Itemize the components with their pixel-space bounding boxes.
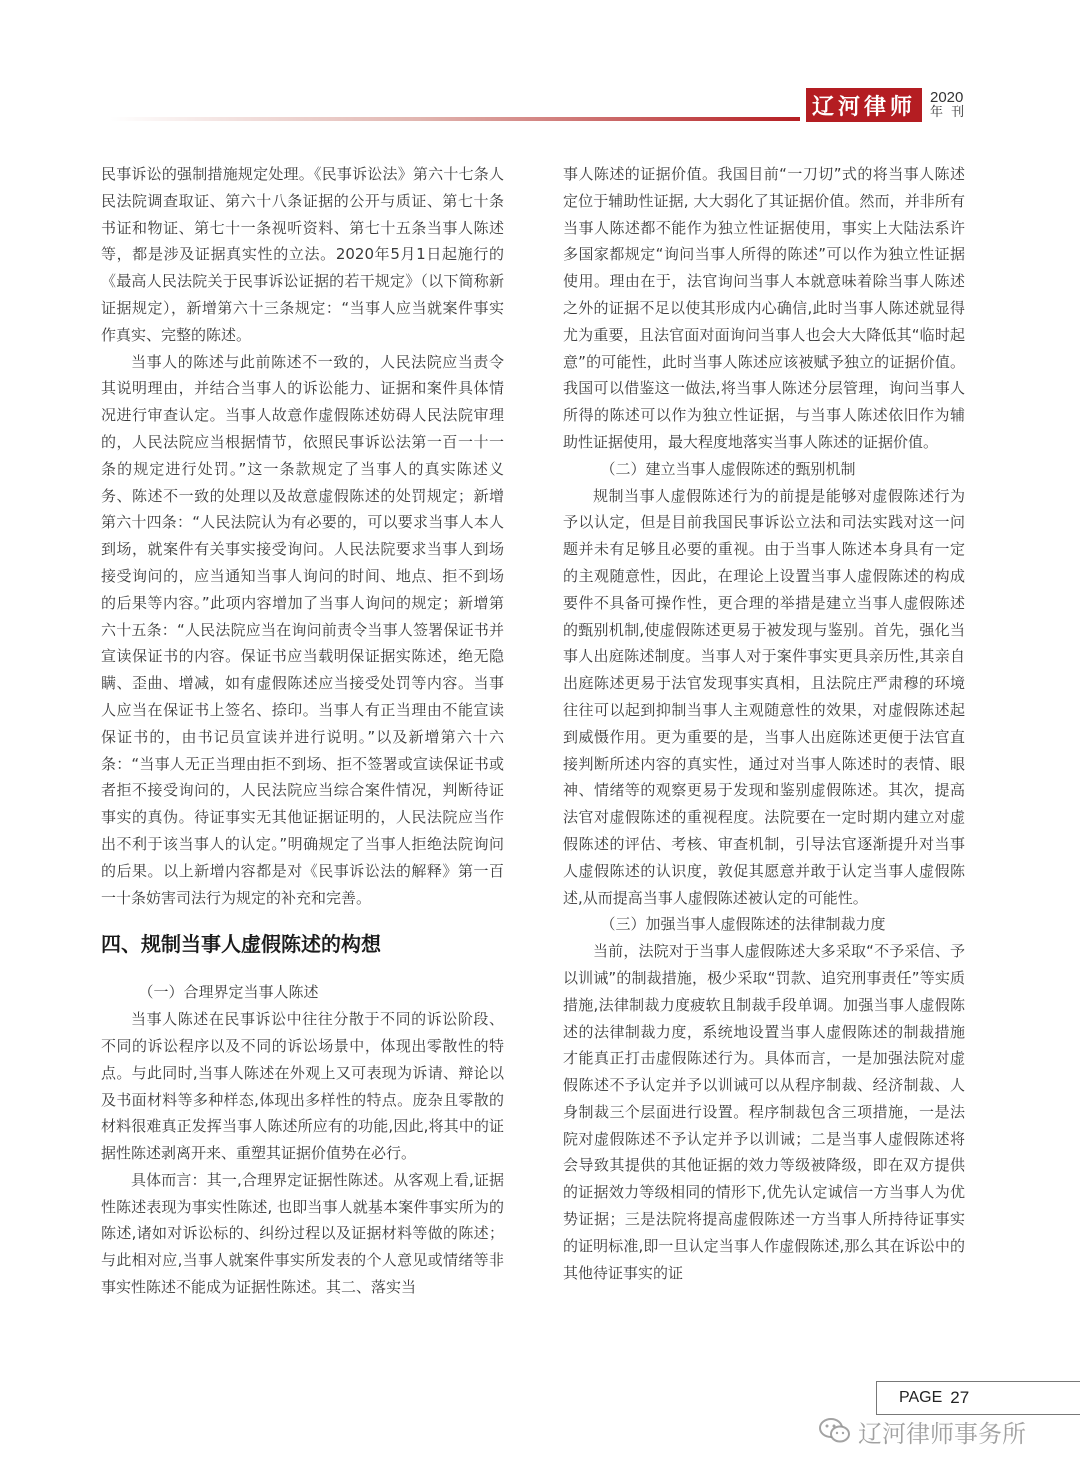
paragraph: 当事人陈述在民事诉讼中往往分散于不同的诉讼阶段、不同的诉讼程序以及不同的诉讼场景中，体现出零散性的特点。与此同时,当事人陈述在外观上又可表现为诉请、辩论以及书面材料等多种样态,体现出多样性的特点。庞杂且零散的材料很难真正发挥当事人陈述所应有的功能,因此,将其中的证据性陈述剥离开来、重塑其证据价值势在必行。 [101, 1010, 504, 1163]
header [0, 0, 1080, 88]
subsection-heading: （一）合理界定当事人陈述 [138, 983, 319, 1002]
watermark [818, 1414, 1026, 1448]
brand-text: 辽河律师 [811, 93, 916, 120]
paragraph: 具体而言：其一,合理界定证据性陈述。从客观上看,证据性陈述表现为事实性陈述, 也即当事人就基本案件事实所为的陈述,诸如对诉讼标的、纠纷过程以及证据材料等做的陈述；与此相对应,当事人就案件事实所发表的个人意见或情绪等非事实性陈述不能成为证据性陈述。其二、落实当 [101, 1170, 504, 1297]
watermark-text: 辽河律师事务所 [858, 1419, 1026, 1448]
page-indicator [876, 1381, 1080, 1415]
annual-label: 年 刊 [930, 105, 967, 120]
paragraph: 当前，法院对于当事人虚假陈述大多采取“不予采信、予以训诫”的制裁措施，极少采取“罚款、追究刑事责任”等实质措施,法律制裁力度疲软且制裁手段单调。加强当事人虚假陈述的法律制裁力度，系统地设置当事人虚假陈述的制裁措施才能真正打击虚假陈述行为。具体而言，一是加强法院对虚假陈述不予认定并予以训诫可以从程序制裁、经济制裁、人身制裁三个层面进行设置。程序制裁包含三项措施，一是法院对虚假陈述不予认定并予以训诫；二是当事人虚假陈述将会导致其提供的其他证据的效力等级被降级，即在双方提供的证据效力等级相同的情形下,优先认定诚信一方当事人为优势证据；三是法院将提高虚假陈述一方当事人所持待证事实的证明标准,即一旦认定当事人作虚假陈述,那么其在诉讼中的其他待证事实的证 [563, 942, 965, 1282]
paragraph-continued: 民事诉讼的强制措施规定处理。《民事诉讼法》第六十七条人民法院调查取证、第六十八条证据的公开与质证、第七十条书证和物证、第七十一条视听资料、第七十五条当事人陈述等，都是涉及证据真实性的立法。2020年5月1日起施行的《最高人民法院关于民事诉讼证据的若干规定》（以下简称新证据规定），新增第六十三条规定：“当事人应当就案件事实作真实、完整的陈述。 [101, 165, 504, 344]
year-number: 2020 [930, 89, 964, 106]
subsection-heading: （二）建立当事人虚假陈述的甄别机制 [600, 459, 856, 478]
left-column [101, 161, 504, 1301]
subsection-heading: （三）加强当事人虚假陈述的法律制裁力度 [600, 915, 886, 934]
right-column [563, 161, 965, 1286]
page-number: 27 [950, 1388, 970, 1407]
paragraph: 规制当事人虚假陈述行为的前提是能够对虚假陈述行为予以认定，但是目前我国民事诉讼立法和司法实践对这一问题并未有足够且必要的重视。由于当事人陈述本身具有一定的主观随意性，因此，在理论上设置当事人虚假陈述的构成要件不具备可操作性，更合理的举措是建立当事人虚假陈述的甄别机制,使虚假陈述更易于被发现与鉴别。首先，强化当事人出庭陈述制度。当事人对于案件事实更具亲历性,其亲自出庭陈述更易于法官发现事实真相，且法院庄严肃穆的环境往往可以起到抑制当事人主观随意性的效果，对虚假陈述起到威慑作用。更为重要的是，当事人出庭陈述更便于法官直接判断所述内容的真实性，通过对当事人陈述时的表情、眼神、情绪等的观察更易于发现和鉴别虚假陈述。其次，提高法官对虚假陈述的重视程度。法院要在一定时期内建立对虚假陈述的评估、考核、审查机制，引导法官逐渐提升对当事人虚假陈述的认识度，敦促其愿意并敢于认定当事人虚假陈述,从而提高当事人虚假陈述被认定的可能性。 [563, 486, 965, 907]
header-rule [110, 117, 800, 121]
year-label [930, 90, 990, 120]
section-heading: 四、规制当事人虚假陈述的构想 [101, 932, 381, 957]
wechat-icon [818, 1416, 852, 1446]
paragraph: 当事人的陈述与此前陈述不一致的，人民法院应当责令其说明理由，并结合当事人的诉讼能力、证据和案件具体情况进行审查认定。当事人故意作虚假陈述妨碍人民法院审理的，人民法院应当根据情节，依照民事诉讼法第一百一十一条的规定进行处罚。”这一条款规定了当事人的真实陈述义务、陈述不一致的处理以及故意虚假陈述的处罚规定；新增第六十四条：“人民法院认为有必要的，可以要求当事人本人到场，就案件有关事实接受询问。人民法院要求当事人到场接受询问的，应当通知当事人询问的时间、地点、拒不到场的后果等内容。”此项内容增加了当事人询问的规定；新增第六十五条：“人民法院应当在询问前责令当事人签署保证书并宣读保证书的内容。保证书应当载明保证据实陈述，绝无隐瞒、歪曲、增减，如有虚假陈述应当接受处罚等内容。当事人应当在保证书上签名、捺印。当事人有正当理由不能宣读保证书的，由书记员宣读并进行说明。”以及新增第六十六条：“当事人无正当理由拒不到场、拒不签署或宣读保证书或者拒不接受询问的，人民法院应当综合案件情况，判断待证事实的真伪。待证事实无其他证据证明的，人民法院应当作出不利于该当事人的认定。”明确规定了当事人拒绝法院询问的后果。以上新增内容都是对《民事诉讼法的解释》第一百一十条妨害司法行为规定的补充和完善。 [101, 352, 504, 907]
page-label: PAGE [899, 1389, 943, 1406]
paragraph-continued: 事人陈述的证据价值。我国目前“一刀切”式的将当事人陈述定位于辅助性证据, 大大弱化了其证据价值。然而，并非所有当事人陈述都不能作为独立性证据使用，事实上大陆法系许多国家都规定“询问当事人所得的陈述”可以作为独立性证据使用。理由在于，法官询问当事人本就意味着除当事人陈述之外的证据不足以使其形成内心确信,此时当事人陈述就显得尤为重要，且法官面对面询问当事人也会大大降低其“临时起意”的可能性，此时当事人陈述应该被赋予独立的证据价值。我国可以借鉴这一做法,将当事人陈述分层管理，询问当事人所得的陈述可以作为独立性证据，与当事人陈述依旧作为辅助性证据使用，最大程度地落实当事人陈述的证据价值。 [563, 165, 965, 451]
brand-logo [806, 88, 922, 122]
